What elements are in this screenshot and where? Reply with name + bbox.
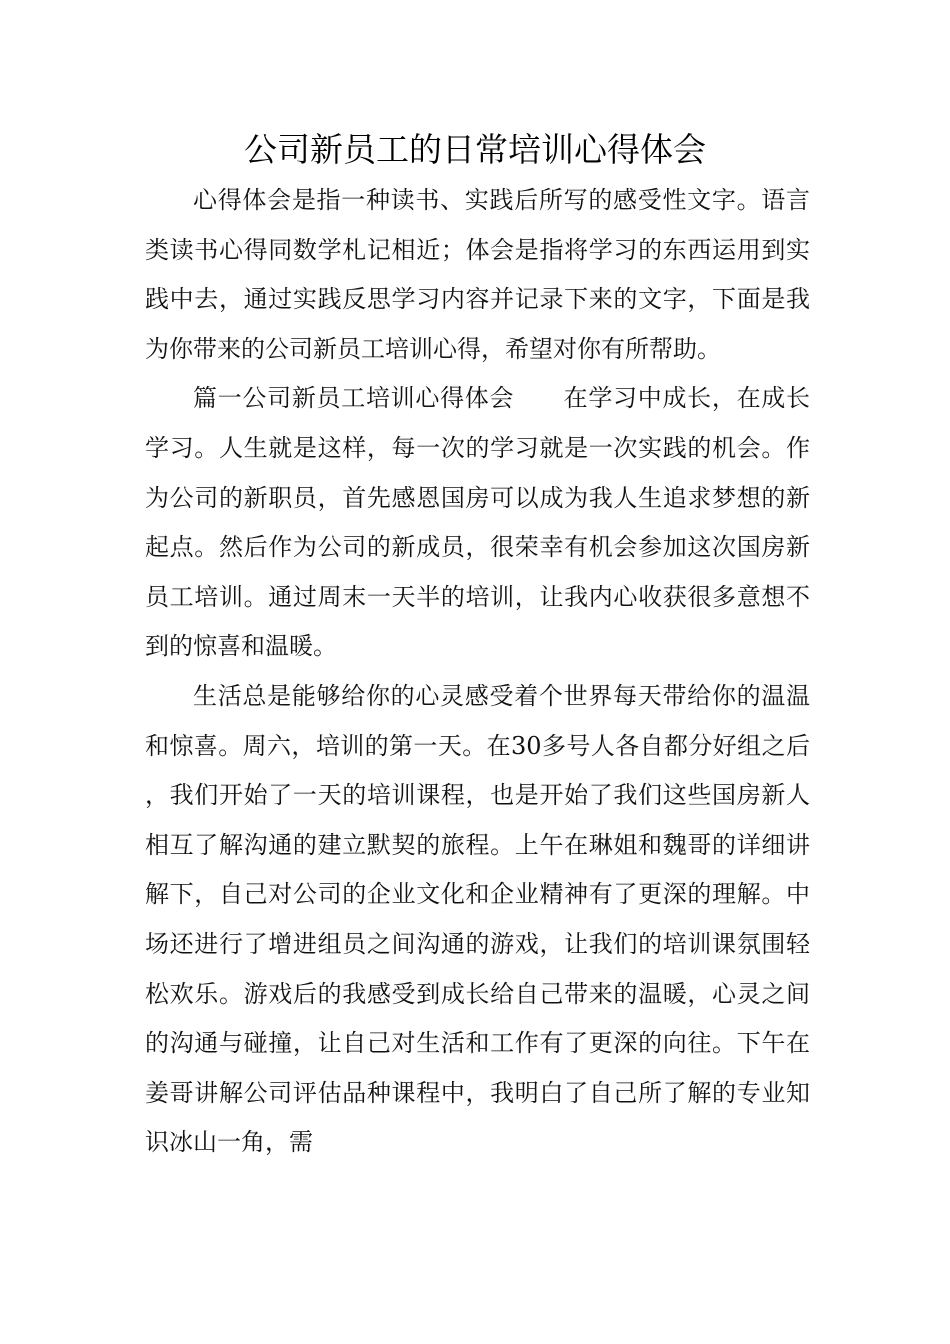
document-title: 公司新员工的日常培训心得体会 — [244, 130, 706, 169]
document-body — [145, 176, 810, 1168]
paragraph-training-day: 生活总是能够给你的心灵感受着个世界每天带给你的温温和惊喜。周六，培训的第一天。在30多号人各自都分好组之后，我们开始了一天的培训课程，也是开始了我们这些国房新人相互了解沟通的建立默契的旅程。上午在琳姐和魏哥的详细讲解下，自己对公司的企业文化和企业精神有了更深的理解。中场还进行了增进组员之间沟通的游戏，让我们的培训课氛围轻松欢乐。游戏后的我感受到成长给自己带来的温暖，心灵之间的沟通与碰撞，让自己对生活和工作有了更深的向往。下午在姜哥讲解公司评估品种课程中，我明白了自己所了解的专业知识冰山一角，需 — [145, 681, 810, 1157]
paragraph-part-one: 篇一公司新员工培训心得体会 在学习中成长，在成长学习。人生就是这样，每一次的学习就是一次实践的机会。作为公司的新职员，首先感恩国房可以成为我人生追求梦想的新起点。然后作为公司的新成员，很荣幸有机会参加这次国房新员工培训。通过周末一天半的培训，让我内心收获很多意想不到的惊喜和温暖。 — [145, 384, 810, 661]
paragraph-intro: 心得体会是指一种读书、实践后所写的感受性文字。语言类读书心得同数学札记相近；体会是指将学习的东西运用到实践中去，通过实践反思学习内容并记录下来的文字，下面是我为你带来的公司新员工培训心得，希望对你有所帮助。 — [145, 186, 810, 363]
